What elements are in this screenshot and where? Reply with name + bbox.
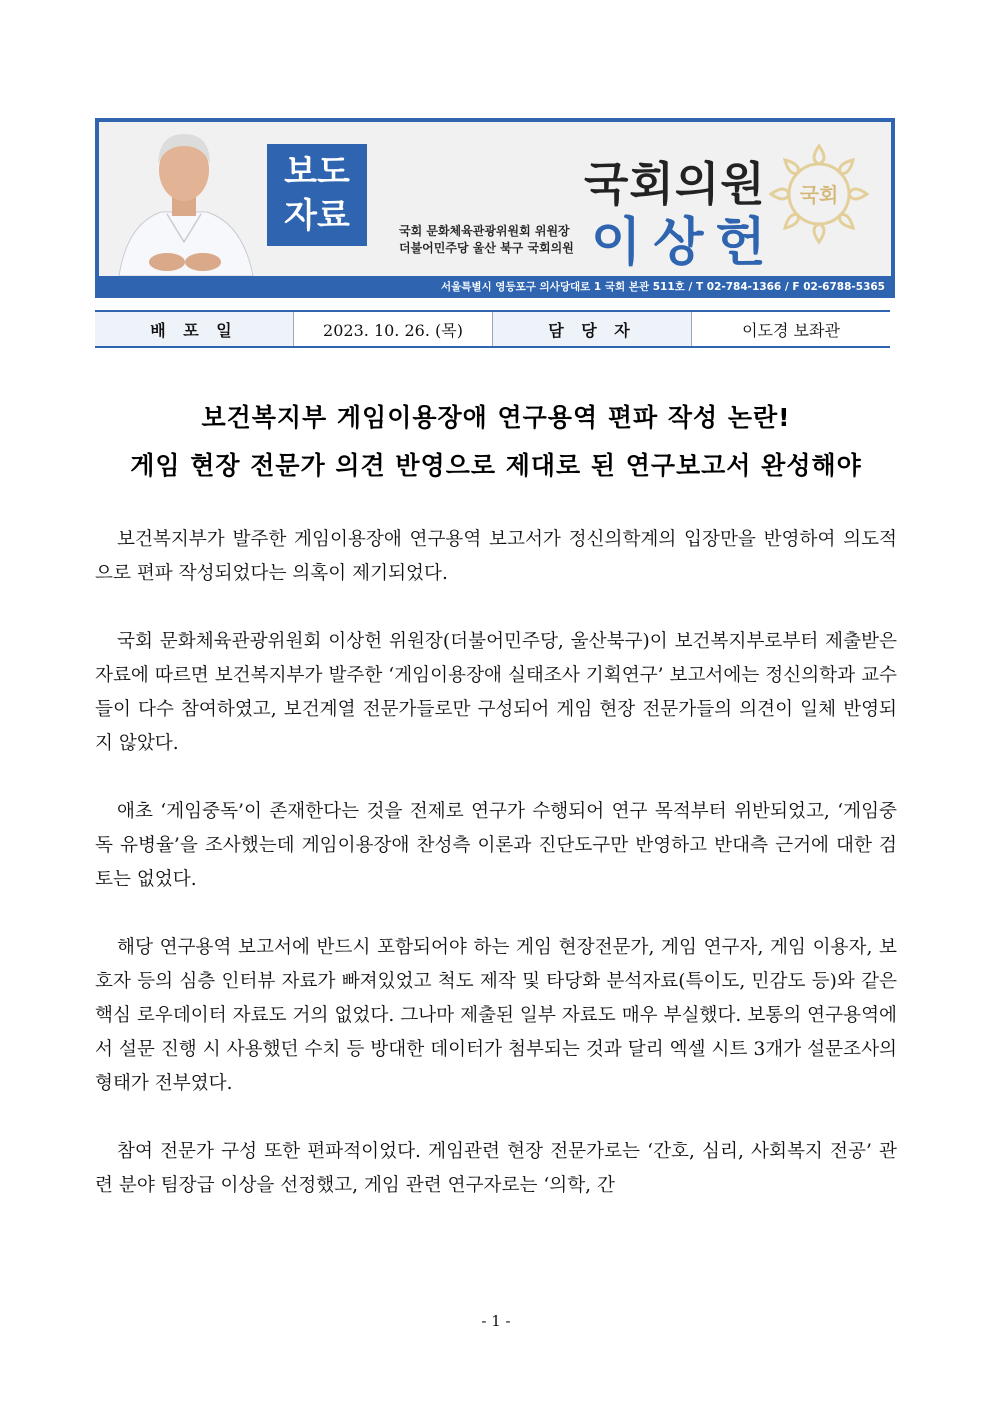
position-line-1: 국회 문화체육관광위원회 위원장	[399, 224, 570, 238]
contact-label: 담 당 자	[492, 312, 691, 346]
banner-panel	[99, 122, 891, 276]
contact-value: 이도경 보좌관	[691, 312, 890, 346]
label-line-2: 자료	[284, 196, 350, 236]
label-line-1: 보도	[284, 152, 350, 192]
body-paragraph: 애초 ‘게임중독’이 존재한다는 것을 전제로 연구가 수행되어 연구 목적부터 위반되었고, ‘게임중독 유병율’을 조사했는데 게임이용장애 찬성측 이론과 진단도구만 반영하고 반대측 근거에 대한 검토는 없었다.	[95, 801, 897, 890]
lawmaker-portrait-photo	[109, 122, 259, 276]
date-label: 배 포 일	[95, 312, 293, 346]
body-paragraph: 국회 문화체육관광위원회 이상헌 위원장(더불어민주당, 울산북구)이 보건복지부로부터 제출받은 자료에 따르면 보건복지부가 발주한 ‘게임이용장애 실태조사 기획연구’ 보고서에는 정신의학과 교수들이 다수 참여하였고, 보건계열 전문가들로만 구성되어 게임 현장 전문가들의 의견이 일체 반영되지 않았다.	[95, 631, 897, 754]
article-body	[95, 523, 897, 1237]
seal-text: 국회	[799, 183, 839, 207]
member-title: 국회의원	[584, 157, 766, 211]
body-paragraph: 해당 연구용역 보고서에 반드시 포함되어야 하는 게임 현장전문가, 게임 연구자, 게임 이용자, 보호자 등의 심층 인터뷰 자료가 빠져있었고 척도 제작 및 타당화 분석자료(특이도, 민감도 등)와 같은 핵심 로우데이터 자료도 거의 없었다. 그나마 제출된 일부 자료도 매우 부실했다. 보통의 연구용역에서 설문 진행 시 사용했던 수치 등 방대한 데이터가 첨부되는 것과 달리 엑셀 시트 3개가 설문조사의 형태가 전부였다.	[95, 937, 897, 1094]
national-assembly-seal-icon	[765, 140, 873, 248]
release-info-table	[95, 310, 890, 348]
date-value: 2023. 10. 26. (목)	[293, 312, 492, 346]
headline-line-2: 게임 현장 전문가 의견 반영으로 제대로 된 연구보고서 완성해야	[130, 451, 862, 480]
press-release-label	[267, 144, 367, 246]
body-paragraph: 참여 전문가 구성 또한 편파적이었다. 게임관련 현장 전문가로는 ‘간호, 심리, 사회복지 전공’ 관련 분야 팀장급 이상을 선정했고, 게임 관련 연구자로는 ‘의학, 간	[95, 1141, 897, 1196]
body-paragraph: 보건복지부가 발주한 게임이용장애 연구용역 보고서가 정신의학계의 입장만을 반영하여 의도적으로 편파 작성되었다는 의혹이 제기되었다.	[95, 529, 897, 584]
office-address: 서울특별시 영등포구 의사당대로 1 국회 본관 511호 / T 02-784-1366 / F 02-6788-5365	[440, 281, 885, 293]
page-number: - 1 -	[481, 1312, 511, 1330]
headline-line-1: 보건복지부 게임이용장애 연구용역 편파 작성 논란!	[201, 403, 791, 432]
position-line-2: 더불어민주당 울산 북구 국회의원	[399, 241, 574, 255]
member-name: 이상헌	[591, 213, 778, 273]
press-release-banner	[95, 118, 895, 298]
